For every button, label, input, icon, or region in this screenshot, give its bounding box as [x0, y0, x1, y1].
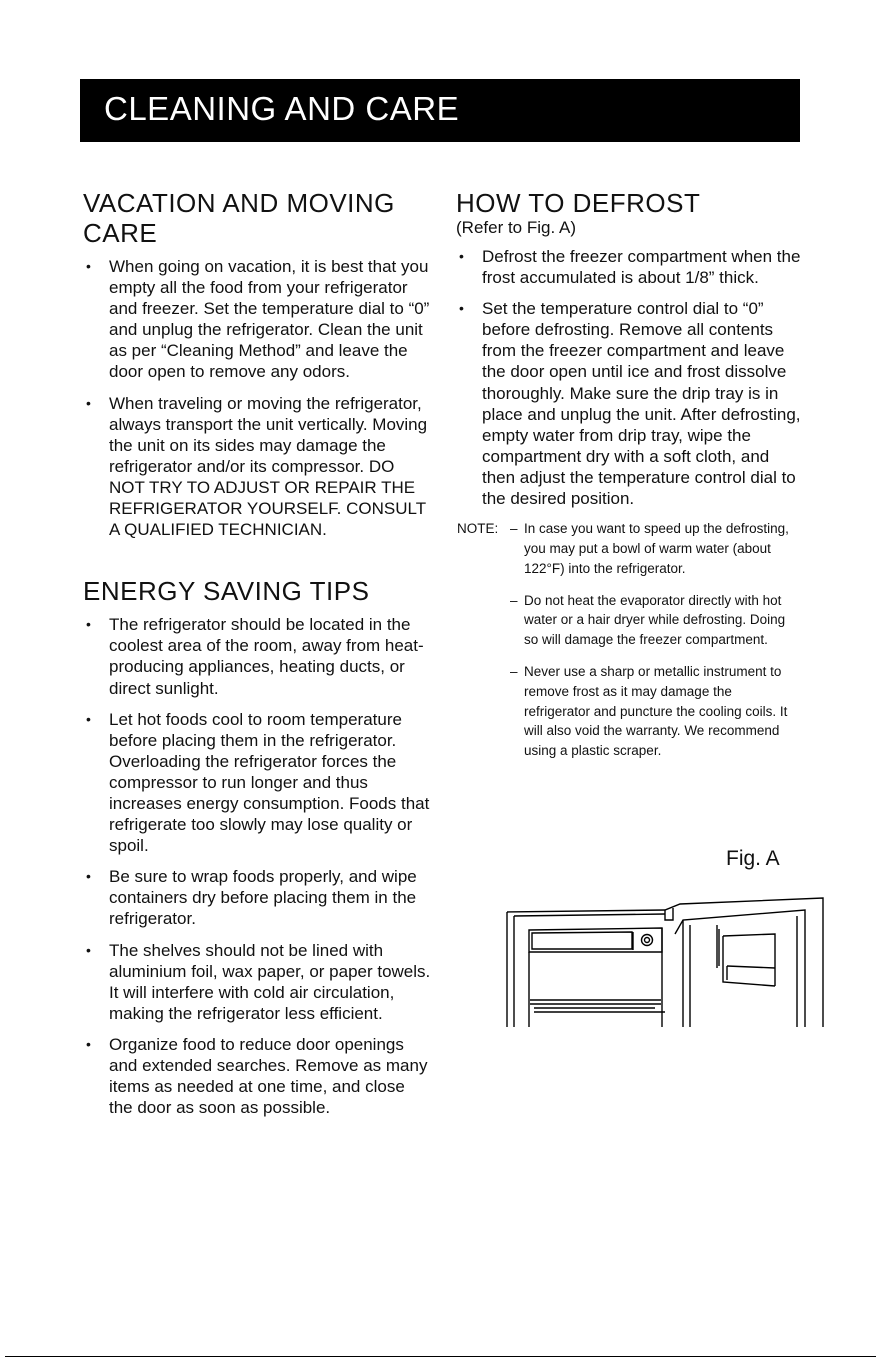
bullet-icon: • [459, 300, 464, 317]
note-label: NOTE: [457, 521, 499, 537]
section-banner [80, 79, 800, 142]
bullet-icon: • [459, 248, 464, 264]
bullet-icon: • [86, 941, 91, 958]
dash-icon: – [510, 663, 518, 679]
note-item: – Never use a sharp or metallic instrument to remove frost as it may damage the refrigerator and puncture the cooling coils. It will also void the warranty. We recommend using a plastic scraper. [510, 663, 788, 759]
figure-label: Fig. A [726, 847, 780, 870]
dash-icon: – [510, 521, 518, 537]
bullet-icon: • [86, 710, 91, 727]
list-item: • Be sure to wrap foods properly, and wipe containers dry before placing them in the refrigerator. [86, 867, 417, 929]
vacation-heading: VACATION AND MOVING CARE [83, 188, 395, 248]
defrost-list [456, 246, 801, 509]
list-item: • Organize food to reduce door openings and extended searches. Remove as many items as needed at one time, and close the door as soon as possible. [86, 1034, 428, 1118]
vacation-list [83, 256, 433, 540]
bullet-icon: • [86, 258, 91, 274]
right-column [456, 188, 801, 773]
bullet-icon: • [86, 616, 91, 633]
bullet-icon: • [86, 1035, 91, 1052]
energy-list [83, 614, 433, 1118]
defrost-heading: HOW TO DEFROST [456, 188, 701, 218]
bullet-icon: • [86, 868, 91, 885]
list-item: • Let hot foods cool to room temperature before placing them in the refrigerator. Overloading the refrigerator forces the compressor to run longer and thus increases energy consumption. Foods that refrigerate too slowly may lose quality or spoil. [86, 709, 430, 856]
figure-reference: (Refer to Fig. A) [456, 218, 576, 237]
footer-rule [5, 1356, 876, 1357]
page-title: CLEANING AND CARE [104, 90, 460, 127]
list-item: • Defrost the freezer compartment when the frost accumulated is about 1/8” thick. [459, 247, 801, 288]
note-list [456, 519, 801, 761]
list-item: • Set the temperature control dial to “0” before defrosting. Remove all contents from the freezer compartment and leave the door open until ice and frost dissolve thoroughly. Make sure the drip tray is in place and unplug the unit. After defrosting, empty water from drip tray, wipe the compartment dry with a soft cloth, and then adjust the temperature control dial to the desired position. [459, 299, 801, 509]
list-item: • The shelves should not be lined with aluminium foil, wax paper, or paper towels. It will interfere with cold air circulation, making the refrigerator less efficient. [86, 940, 431, 1023]
list-item: • When going on vacation, it is best that you empty all the food from your refrigerator and freezer. Set the temperature dial to “0” and unplug the refrigerator. Clean the unit as per “Cleaning Method” and leave the door open to remove any odors. [86, 257, 430, 382]
note-block [456, 519, 801, 761]
note-item: – Do not heat the evaporator directly with hot water or a hair dryer while defrosting. Doing so will damage the freezer compartment. [510, 592, 786, 648]
list-item: • The refrigerator should be located in the coolest area of the room, away from heat-producing appliances, heating ducts, or direct sunlight. [86, 615, 424, 698]
dash-icon: – [510, 592, 518, 608]
bullet-icon: • [86, 394, 91, 411]
note-item: – In case you want to speed up the defrosting, you may put a bowl of warm water (about 122°F) into the refrigerator. [510, 521, 789, 576]
list-item: • When traveling or moving the refrigerator, always transport the unit vertically. Moving the unit on its sides may damage the refrigerator and/or its compressor. DO NOT TRY TO ADJUST OR REPAIR THE REFRIGERATOR YOURSELF. CONSULT A QUALIFIED TECHNICIAN. [86, 393, 428, 540]
refrigerator-figure [505, 890, 827, 1030]
energy-heading: ENERGY SAVING TIPS [83, 576, 370, 607]
left-column [83, 188, 433, 1128]
